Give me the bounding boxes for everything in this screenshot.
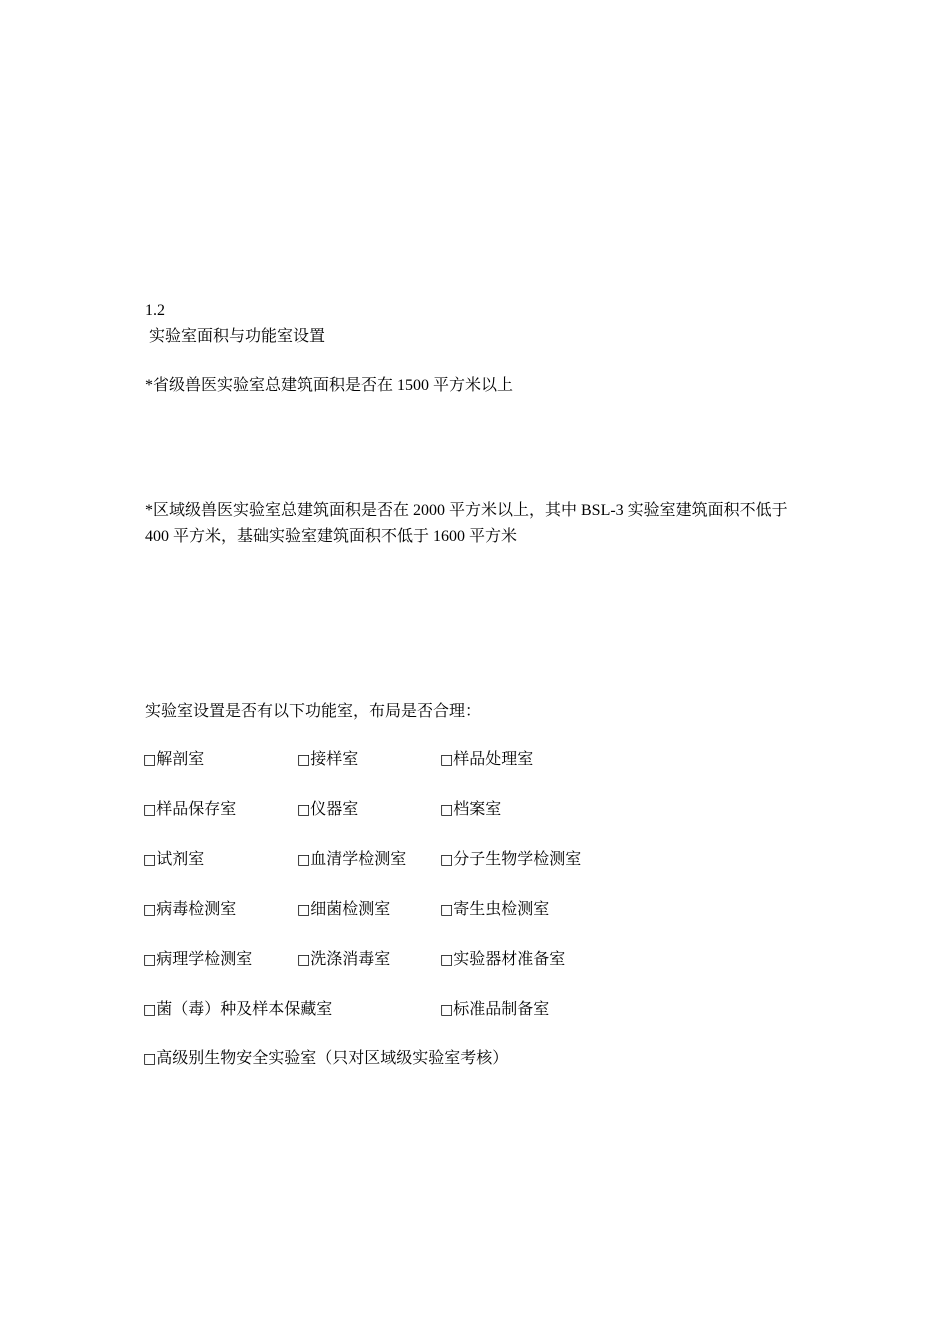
room-option[interactable] xyxy=(143,950,252,970)
room-option[interactable] xyxy=(143,750,204,770)
room-label: 病理学检测室 xyxy=(156,951,253,968)
room-option[interactable] xyxy=(440,750,533,770)
section-title: 实验室面积与功能室设置 xyxy=(149,328,326,345)
room-label: 样品处理室 xyxy=(453,751,534,768)
room-option[interactable] xyxy=(440,800,501,820)
room-option[interactable] xyxy=(297,800,358,820)
room-label: 分子生物学检测室 xyxy=(453,851,582,868)
checkbox-icon[interactable]: □ xyxy=(297,802,311,818)
room-label: 血清学检测室 xyxy=(310,851,407,868)
checkbox-icon[interactable]: □ xyxy=(440,752,454,768)
checkbox-icon[interactable]: □ xyxy=(440,802,454,818)
checkbox-icon[interactable]: □ xyxy=(297,902,311,918)
room-option[interactable] xyxy=(143,900,236,920)
room-option[interactable] xyxy=(143,850,204,870)
room-label: 样品保存室 xyxy=(156,801,237,818)
room-option[interactable] xyxy=(143,1049,508,1069)
room-label: 标准品制备室 xyxy=(453,1001,550,1018)
room-label: 洗涤消毒室 xyxy=(310,951,391,968)
checkbox-icon[interactable]: □ xyxy=(440,902,454,918)
checkbox-icon[interactable]: □ xyxy=(143,1051,157,1067)
room-label: 解剖室 xyxy=(156,751,205,768)
criterion-regional: *区域级兽医实验室总建筑面积是否在 2000 平方米以上，其中 BSL-3 实验室建筑面积不低于 400 平方米，基础实验室建筑面积不低于 1600 平方米 xyxy=(145,502,788,545)
checkbox-icon[interactable]: □ xyxy=(143,902,157,918)
room-label: 菌（毒）种及样本保藏室 xyxy=(156,1001,333,1018)
room-option[interactable] xyxy=(297,850,406,870)
room-option[interactable] xyxy=(297,900,390,920)
rooms-question: 实验室设置是否有以下功能室，布局是否合理： xyxy=(145,703,482,720)
room-option[interactable] xyxy=(297,950,390,970)
checkbox-icon[interactable]: □ xyxy=(297,852,311,868)
checkbox-icon[interactable]: □ xyxy=(297,952,311,968)
room-option[interactable] xyxy=(440,900,549,920)
checkbox-icon[interactable]: □ xyxy=(143,852,157,868)
room-option[interactable] xyxy=(143,1000,332,1020)
room-option[interactable] xyxy=(440,850,581,870)
checkbox-icon[interactable]: □ xyxy=(143,1002,157,1018)
room-option[interactable] xyxy=(143,800,236,820)
room-option[interactable] xyxy=(440,950,565,970)
checkbox-icon[interactable]: □ xyxy=(440,952,454,968)
room-label: 寄生虫检测室 xyxy=(453,901,550,918)
checkbox-icon[interactable]: □ xyxy=(143,802,157,818)
room-option[interactable] xyxy=(440,1000,549,1020)
checkbox-icon[interactable]: □ xyxy=(143,952,157,968)
criterion-provincial: *省级兽医实验室总建筑面积是否在 1500 平方米以上 xyxy=(145,377,514,394)
checkbox-icon[interactable]: □ xyxy=(440,852,454,868)
room-label: 试剂室 xyxy=(156,851,205,868)
checkbox-icon[interactable]: □ xyxy=(297,752,311,768)
section-number: 1.2 xyxy=(145,302,165,319)
room-label: 仪器室 xyxy=(310,801,359,818)
room-label: 档案室 xyxy=(453,801,502,818)
room-label: 细菌检测室 xyxy=(310,901,391,918)
room-label: 病毒检测室 xyxy=(156,901,237,918)
room-label: 实验器材准备室 xyxy=(453,951,566,968)
room-option[interactable] xyxy=(297,750,358,770)
room-label: 高级别生物安全实验室（只对区域级实验室考核） xyxy=(156,1050,509,1067)
checkbox-icon[interactable]: □ xyxy=(143,752,157,768)
checkbox-icon[interactable]: □ xyxy=(440,1002,454,1018)
room-label: 接样室 xyxy=(310,751,359,768)
